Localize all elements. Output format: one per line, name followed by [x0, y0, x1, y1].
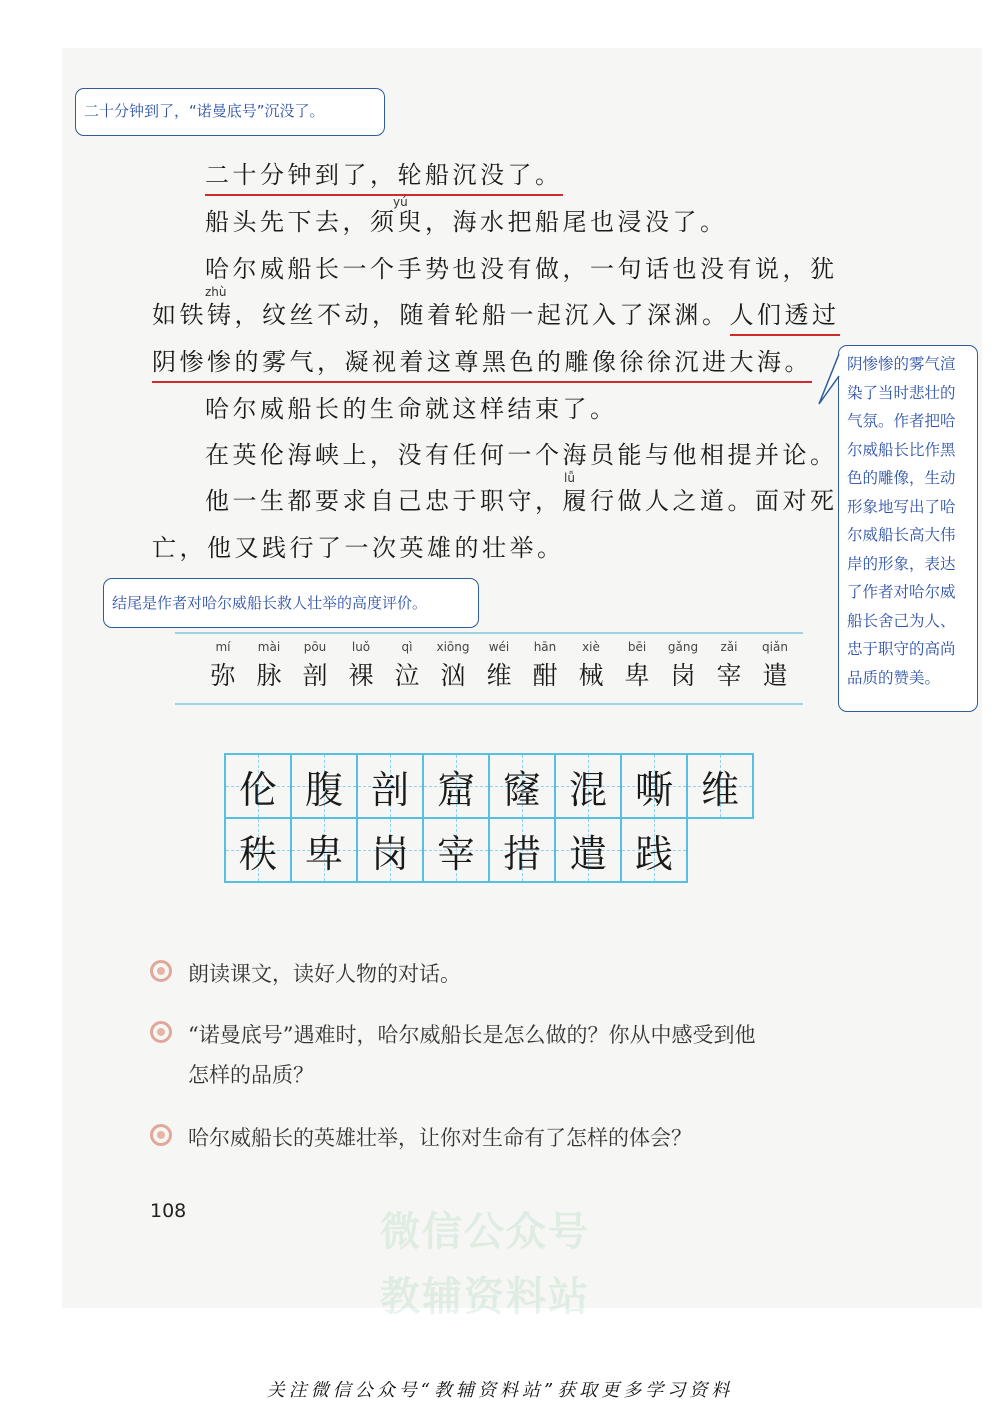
side-line: 阴惨惨的雾气渲 — [847, 355, 956, 373]
callout-top — [75, 88, 385, 136]
grid-cell: 践 — [622, 819, 688, 883]
side-line: 染了当时悲壮的 — [847, 383, 956, 402]
grid-cell: 腹 — [292, 755, 358, 819]
para-3c-underlined: 阴惨惨的雾气，凝视着这尊黑色的雕像徐徐沉进大海。 — [152, 348, 812, 383]
vocab-item: qiǎn 遣 — [762, 640, 788, 690]
callout-bottom — [103, 578, 479, 628]
grid-cell: 窟 — [424, 755, 490, 819]
page-number: 108 — [150, 1200, 187, 1222]
grid-cell: 卑 — [292, 819, 358, 883]
pinyin-yu: yú — [393, 195, 408, 209]
grid-cell: 嘶 — [622, 755, 688, 819]
grid-cell: 岗 — [358, 819, 424, 883]
side-line: 了作者对哈尔威 — [847, 583, 956, 601]
vocab-rule-top — [175, 632, 803, 634]
side-line: 品质的赞美。 — [847, 668, 941, 687]
writing-grid-row1 — [224, 753, 754, 819]
callout-top-text: 二十分钟到了，“诺曼底号”沉没了。 — [84, 102, 325, 120]
grid-cell: 措 — [490, 819, 556, 883]
side-line: 尔威船长高大伟 — [847, 526, 956, 544]
grid-cell: 宰 — [424, 819, 490, 883]
para-3b-plain: 如铁铸，纹丝不动，随着轮船一起沉入了深渊。 — [152, 301, 730, 329]
vocab-item: xiè 械 — [578, 640, 604, 690]
grid-cell: 混 — [556, 755, 622, 819]
para-3a: 哈尔威船长一个手势也没有做，一句话也没有说，犹 — [205, 255, 838, 283]
vocab-item: qì 泣 — [394, 640, 420, 690]
vocab-item: bēi 卑 — [624, 640, 650, 690]
footer-note: 关注微信公众号“教辅资料站”获取更多学习资料 — [266, 1380, 734, 1401]
para-2: 船头先下去，须臾，海水把船尾也浸没了。 — [205, 208, 728, 236]
side-line: 尔威船长比作黑 — [847, 440, 956, 459]
para-6b: 亡，他又践行了一次英雄的壮举。 — [152, 534, 565, 562]
watermark-line2: 教辅资料站 — [380, 1274, 590, 1320]
question-1-text: 朗读课文，读好人物的对话。 — [188, 962, 461, 986]
para-1-underlined: 二十分钟到了，轮船沉没了。 — [205, 161, 563, 196]
question-2-text: “诺曼底号”遇难时，哈尔威船长是怎么做的？你从中感受到他 — [188, 1023, 756, 1047]
callout-side-pointer — [815, 352, 843, 412]
para-1 — [205, 163, 563, 187]
vocab-item: xiōng 汹 — [436, 640, 470, 690]
writing-grid-row2 — [224, 819, 688, 883]
para-3b-underlined: 人们透过 — [730, 301, 840, 336]
callout-bottom-text: 结尾是作者对哈尔威船长救人壮举的高度评价。 — [112, 594, 428, 612]
vocab-item: hān 酣 — [532, 640, 558, 690]
side-line: 忠于职守的高尚 — [847, 640, 956, 658]
exercise-bullet-icon — [150, 1124, 172, 1146]
side-line: 船长舍己为人、 — [847, 611, 956, 630]
vocab-item: mài 脉 — [256, 640, 282, 690]
vocab-item: pōu 剖 — [302, 640, 328, 690]
para-3b — [152, 303, 840, 327]
pinyin-lv: lǚ — [564, 471, 575, 485]
vocab-item: luǒ 裸 — [348, 640, 374, 690]
side-line: 色的雕像，生动 — [847, 469, 956, 487]
grid-cell: 秩 — [226, 819, 292, 883]
side-line: 气氛。作者把哈 — [847, 412, 956, 430]
grid-cell: 窿 — [490, 755, 556, 819]
pinyin-zhu: zhù — [205, 285, 227, 299]
exercise-bullet-icon — [150, 1021, 172, 1043]
para-5: 在英伦海峡上，没有任何一个海员能与他相提并论。 — [205, 441, 838, 469]
grid-cell: 伦 — [226, 755, 292, 819]
side-line: 形象地写出了哈 — [847, 497, 956, 516]
exercise-bullet-icon — [150, 960, 172, 982]
vocab-item: wéi 维 — [486, 640, 512, 690]
para-3c — [152, 350, 812, 374]
para-4: 哈尔威船长的生命就这样结束了。 — [205, 395, 618, 423]
vocab-item: mí 弥 — [210, 640, 236, 690]
question-2-text-cont: 怎样的品质？ — [188, 1063, 314, 1087]
vocab-row — [200, 640, 798, 692]
callout-side — [838, 345, 978, 712]
question-3-text: 哈尔威船长的英雄壮举，让你对生命有了怎样的体会？ — [188, 1126, 692, 1150]
vocab-item: gǎng 岗 — [667, 640, 699, 690]
grid-cell: 遣 — [556, 819, 622, 883]
vocab-item: zǎi 宰 — [716, 640, 742, 690]
side-line: 岸的形象，表达 — [847, 554, 956, 573]
para-6a: 他一生都要求自己忠于职守，履行做人之道。面对死 — [205, 487, 838, 515]
watermark-line1: 微信公众号 — [380, 1209, 590, 1255]
grid-cell: 维 — [688, 755, 754, 819]
grid-cell: 剖 — [358, 755, 424, 819]
vocab-rule-bottom — [175, 703, 803, 705]
